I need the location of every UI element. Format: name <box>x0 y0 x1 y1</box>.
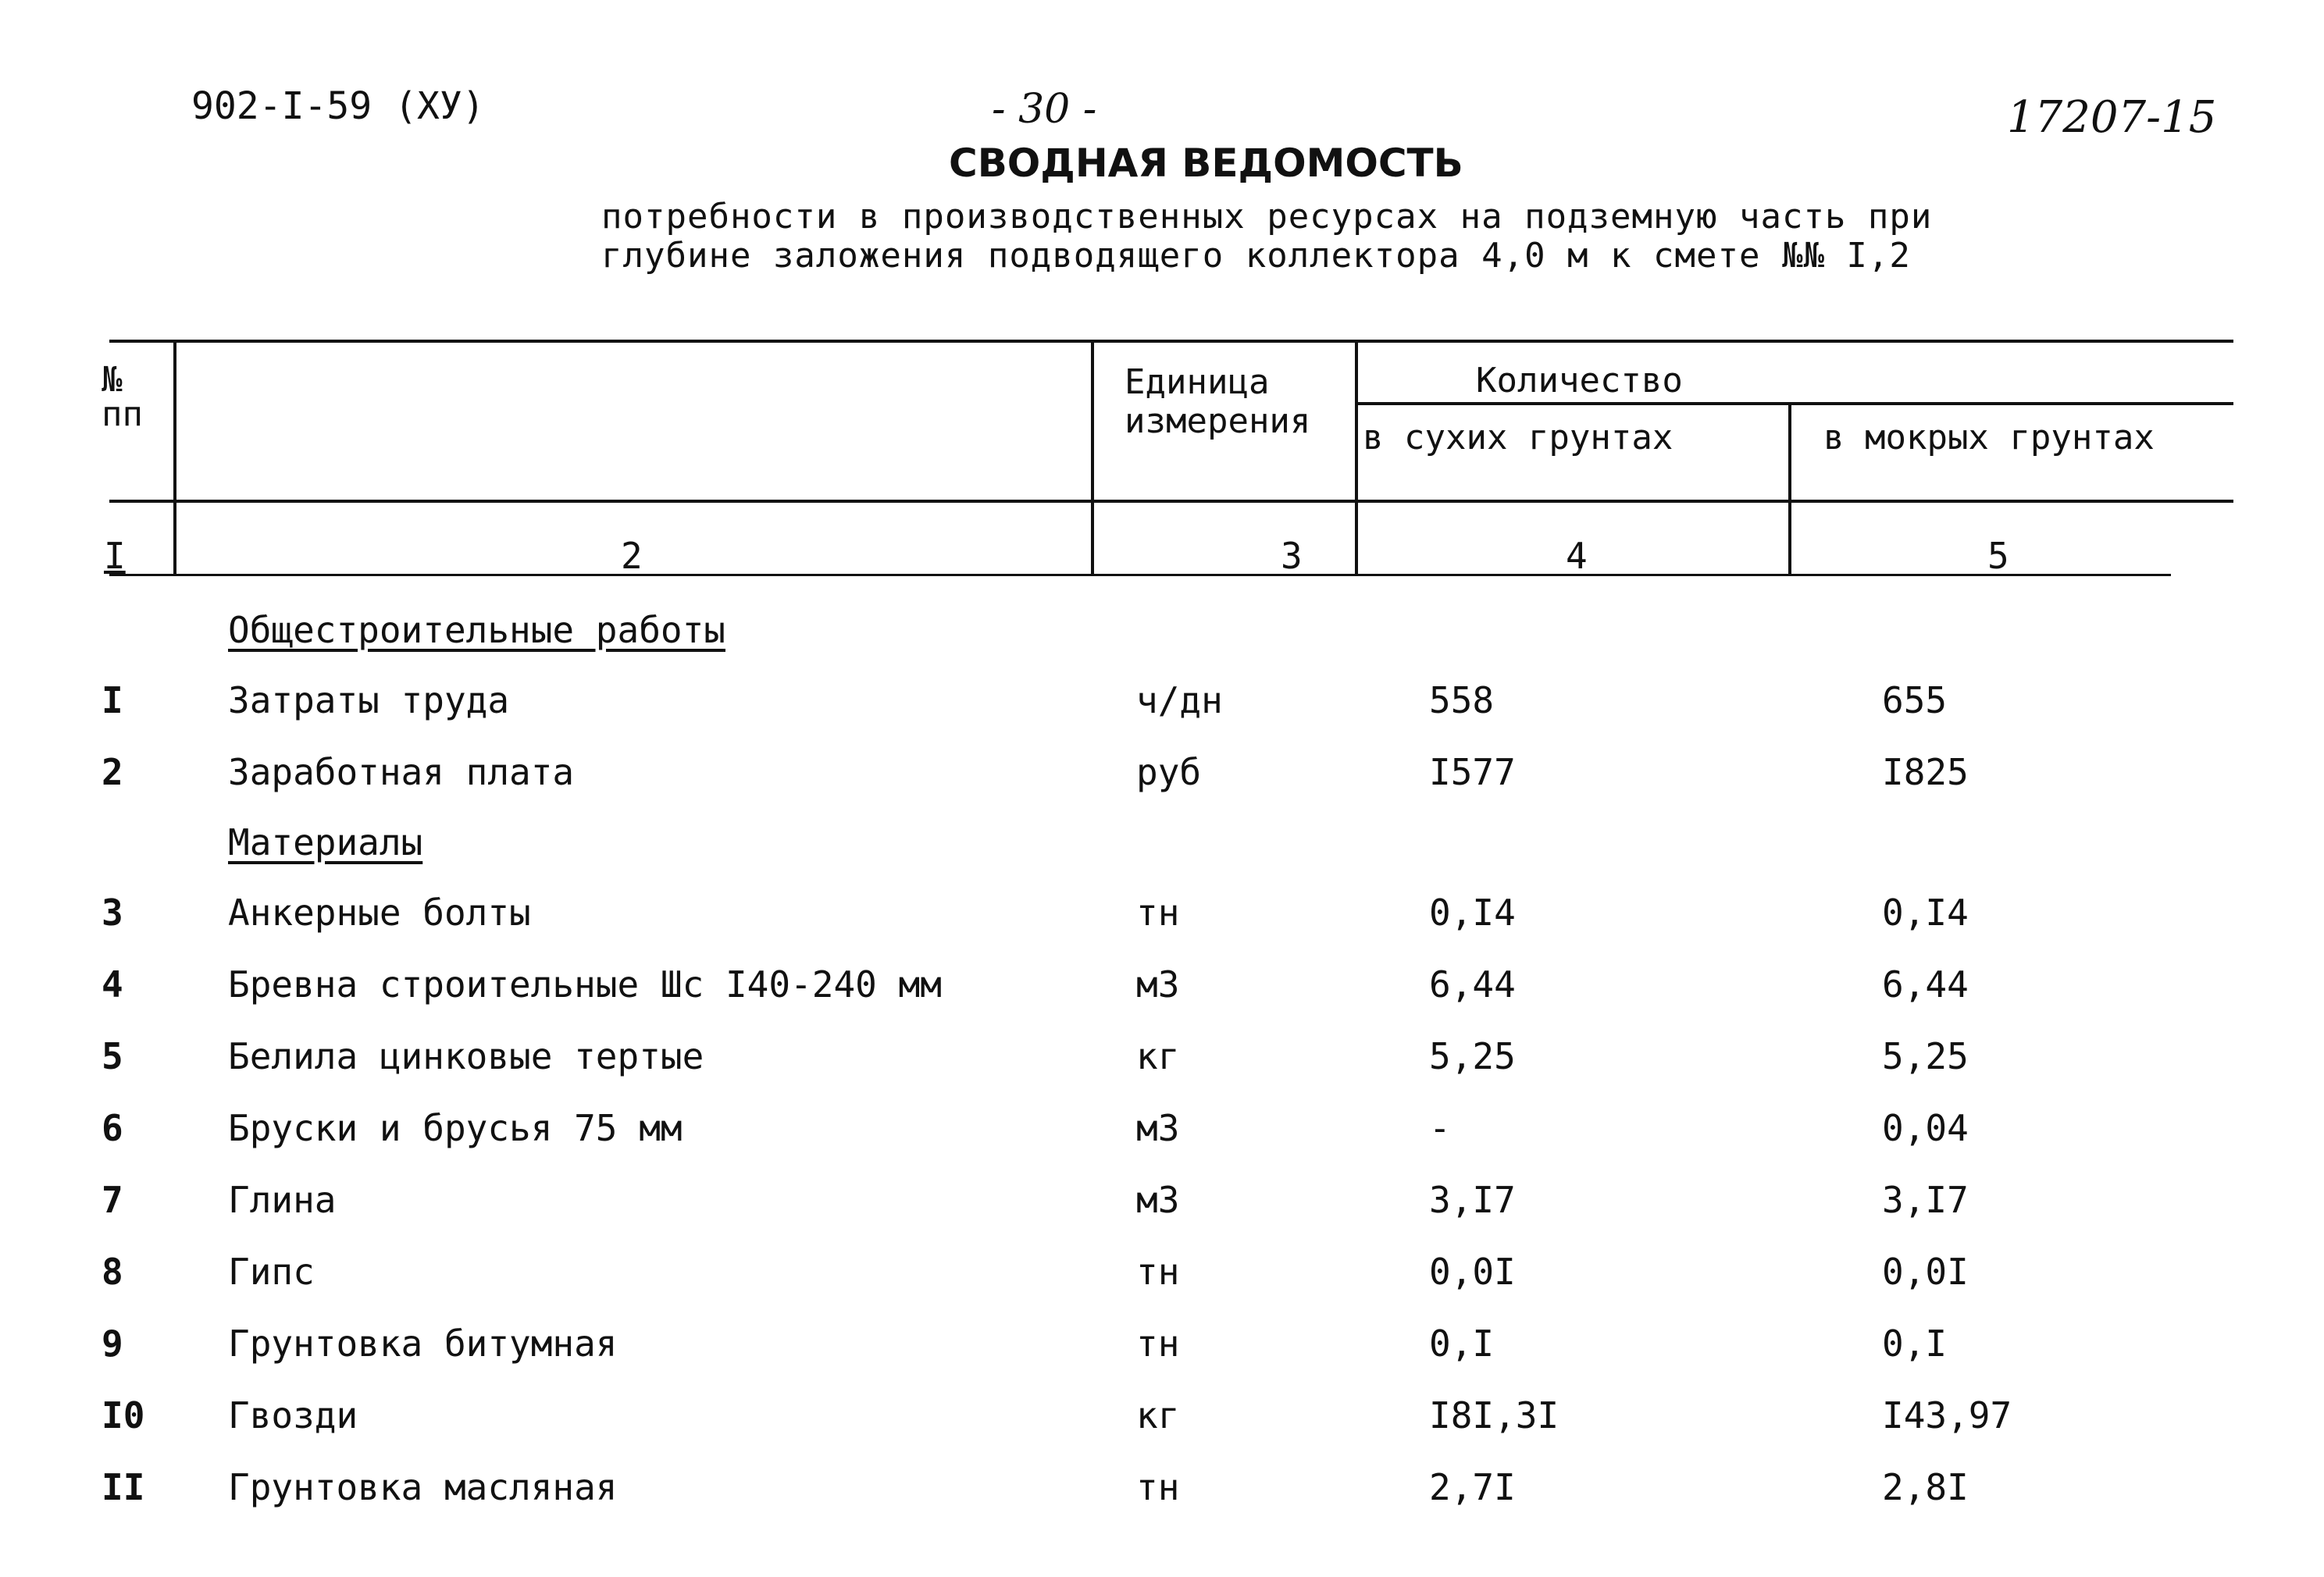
row-number: 3 <box>102 892 123 934</box>
row-wet-value: 0,04 <box>1882 1107 1969 1149</box>
column-number-2: 2 <box>621 535 643 577</box>
row-wet-value: 2,8I <box>1882 1466 1969 1508</box>
row-dry-value: 3,I7 <box>1429 1179 1516 1221</box>
row-dry-value: I8I,3I <box>1429 1394 1559 1436</box>
row-dry-value: I577 <box>1429 751 1516 793</box>
column-number-4: 4 <box>1566 535 1588 577</box>
row-name: Белила цинковые тертые <box>228 1035 704 1077</box>
row-wet-value: 655 <box>1882 679 1948 721</box>
row-name: Грунтовка масляная <box>228 1466 618 1508</box>
table-header-bottom-rule <box>109 500 2233 503</box>
page-number: - 30 - <box>992 86 1097 133</box>
row-wet-value: 0,I <box>1882 1322 1948 1365</box>
row-name: Бревна строительные Шс I40-240 мм <box>228 963 942 1006</box>
row-unit: ч/дн <box>1136 679 1223 721</box>
section-title-materials: Материалы <box>228 821 423 863</box>
row-unit: м3 <box>1136 1107 1180 1149</box>
document-code: 902-I-59 (XУ) <box>191 84 485 128</box>
row-dry-value: 558 <box>1429 679 1495 721</box>
header-dry-soil: в сухих грунтах <box>1363 418 1673 457</box>
header-unit: Единица измерения <box>1125 362 1311 441</box>
row-number: 5 <box>102 1035 123 1077</box>
row-number: 7 <box>102 1179 123 1221</box>
row-number: 9 <box>102 1322 123 1365</box>
row-wet-value: 0,I4 <box>1882 892 1969 934</box>
row-unit: кг <box>1136 1035 1180 1077</box>
row-name: Затраты труда <box>228 679 510 721</box>
table-divider-3 <box>1355 340 1358 575</box>
row-wet-value: 3,I7 <box>1882 1179 1969 1221</box>
row-unit: кг <box>1136 1394 1180 1436</box>
table-divider-4 <box>1788 402 1791 575</box>
row-unit: м3 <box>1136 963 1180 1006</box>
row-wet-value: 6,44 <box>1882 963 1969 1006</box>
row-name: Гвозди <box>228 1394 358 1436</box>
document-subtitle-line-1: потребности в производственных ресурсах на подземную часть при <box>601 197 1933 237</box>
column-number-1: I <box>104 535 126 577</box>
table-top-rule <box>109 340 2233 343</box>
row-wet-value: I43,97 <box>1882 1394 2012 1436</box>
section-title-general-construction: Общестроительные работы <box>228 609 725 651</box>
row-number: 8 <box>102 1251 123 1293</box>
row-name: Заработная плата <box>228 751 575 793</box>
row-unit: тн <box>1136 1466 1180 1508</box>
row-dry-value: - <box>1429 1107 1451 1149</box>
table-divider-1 <box>173 340 176 575</box>
table-quantity-rule <box>1355 402 2233 405</box>
row-unit: тн <box>1136 1251 1180 1293</box>
row-dry-value: 5,25 <box>1429 1035 1516 1077</box>
document-title: СВОДНАЯ ВЕДОМОСТЬ <box>949 141 1463 186</box>
column-number-3: 3 <box>1281 535 1303 577</box>
row-name: Бруски и брусья 75 мм <box>228 1107 683 1149</box>
row-wet-value: 0,0I <box>1882 1251 1969 1293</box>
sheet-number: 17207-15 <box>2007 92 2217 143</box>
row-dry-value: 6,44 <box>1429 963 1516 1006</box>
table-divider-2 <box>1091 340 1094 575</box>
row-number: 2 <box>102 751 123 793</box>
table-colnum-bottom-rule <box>109 574 2171 576</box>
row-dry-value: 0,I4 <box>1429 892 1516 934</box>
row-dry-value: 2,7I <box>1429 1466 1516 1508</box>
header-number: № пп <box>102 360 143 434</box>
header-quantity: Количество <box>1476 361 1683 400</box>
column-number-5: 5 <box>1987 535 2009 577</box>
row-unit: тн <box>1136 892 1180 934</box>
row-number: 4 <box>102 963 123 1006</box>
row-dry-value: 0,I <box>1429 1322 1495 1365</box>
header-wet-soil: в мокрых грунтах <box>1823 418 2155 457</box>
row-number: II <box>102 1466 145 1508</box>
document-subtitle-line-2: глубине заложения подводящего коллектора 4,0 м к смете №№ I,2 <box>601 236 1911 276</box>
row-wet-value: 5,25 <box>1882 1035 1969 1077</box>
row-name: Анкерные болты <box>228 892 531 934</box>
row-dry-value: 0,0I <box>1429 1251 1516 1293</box>
row-number: 6 <box>102 1107 123 1149</box>
row-unit: тн <box>1136 1322 1180 1365</box>
row-name: Грунтовка битумная <box>228 1322 618 1365</box>
row-number: I <box>102 679 123 721</box>
row-unit: руб <box>1136 751 1202 793</box>
row-number: I0 <box>102 1394 145 1436</box>
row-name: Гипс <box>228 1251 315 1293</box>
row-name: Глина <box>228 1179 337 1221</box>
row-unit: м3 <box>1136 1179 1180 1221</box>
row-wet-value: I825 <box>1882 751 1969 793</box>
